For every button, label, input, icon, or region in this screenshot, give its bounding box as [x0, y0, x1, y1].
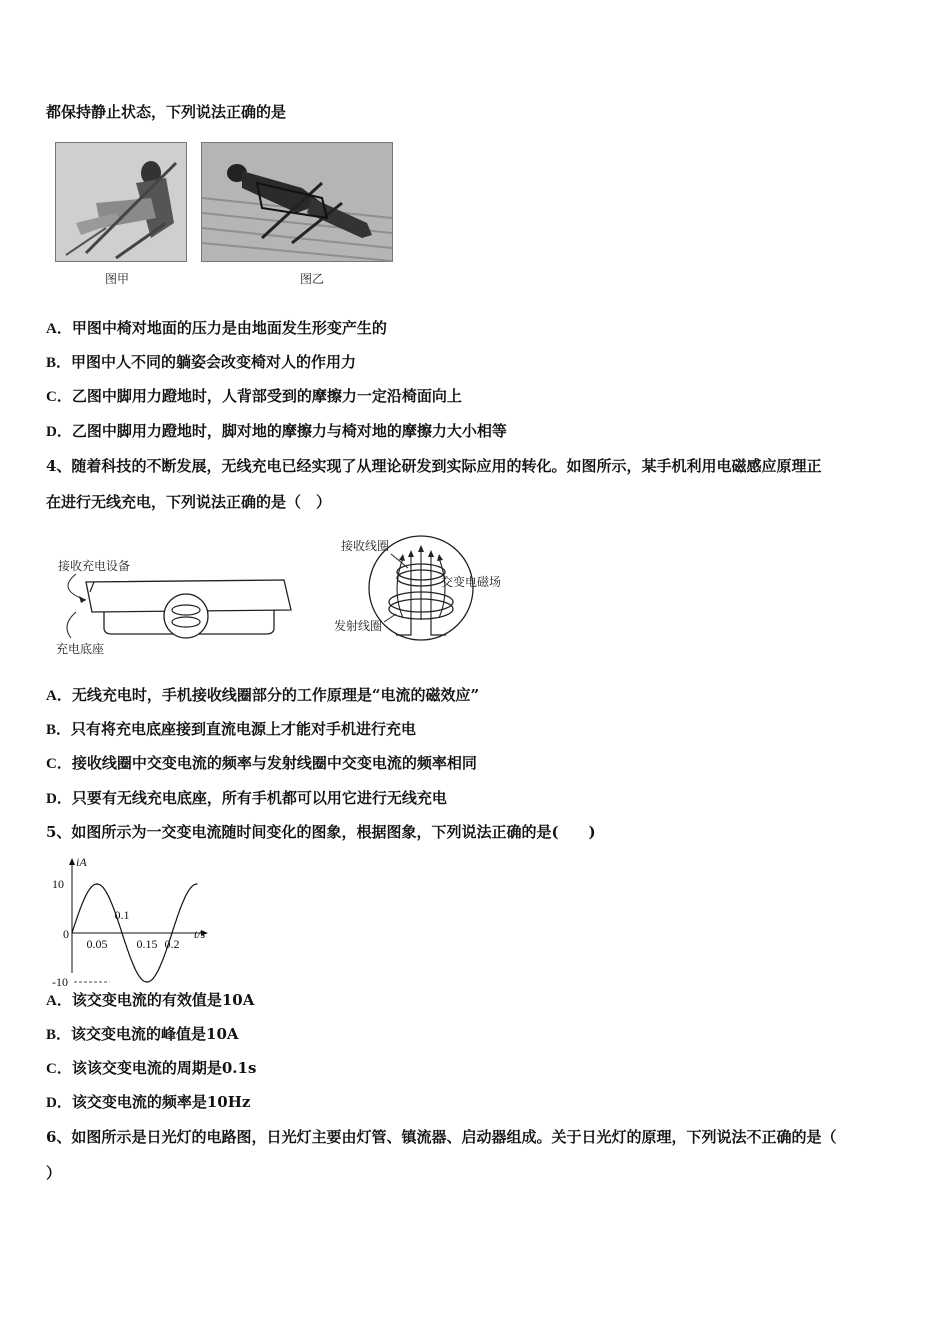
q3-option-c: C．乙图中脚用力蹬地时，人背部受到的摩擦力一定沿椅面向上 — [46, 387, 462, 405]
q5-current-chart — [44, 850, 219, 989]
xtick-0.2: 0.2 — [164, 937, 180, 951]
label-transmit-coil: 发射线圈 — [334, 619, 383, 633]
intro-text: 都保持静止状态，下列说法正确的是 — [46, 103, 287, 121]
q6-stem-line2: ） — [46, 1164, 62, 1182]
series-i-point — [171, 932, 172, 933]
photo-chair-man — [201, 142, 393, 262]
q3-option-b: B．甲图中人不同的躺姿会改变椅对人的作用力 — [46, 353, 357, 371]
series-i-point — [71, 932, 72, 933]
y-axis-label: iA — [76, 855, 87, 869]
q4-option-d: D．只要有无线充电底座，所有手机都可以用它进行无线充电 — [46, 789, 447, 807]
q4-stem-line2: 在进行无线充电，下列说法正确的是（ ） — [46, 493, 332, 511]
q3-option-d: D．乙图中脚用力蹬地时，脚对地的摩擦力与椅对地的摩擦力大小相等 — [46, 422, 507, 440]
ytick-neg10: -10 — [52, 975, 68, 989]
label-receive-coil: 接收线圈 — [341, 539, 390, 553]
label-receiver-device: 接收充电设备 — [58, 559, 131, 573]
ytick-10: 10 — [52, 877, 64, 891]
q3-figure — [55, 140, 395, 290]
series-i-point — [146, 981, 147, 982]
q4-wireless-charger-figure — [46, 530, 526, 660]
xtick-0.15: 0.15 — [136, 937, 158, 951]
series-i-point — [184, 898, 185, 899]
q4-option-a: A．无线充电时，手机接收线圈部分的工作原理是“电流的磁效应” — [46, 686, 480, 704]
ytick-0: 0 — [63, 927, 69, 941]
q5-stem: 5、如图所示为一交变电流随时间变化的图象，根据图象，下列说法正确的是( ) — [46, 823, 596, 841]
q5-option-c: C．该该交变电流的周期是0.1s — [46, 1059, 257, 1077]
series-i-point — [96, 883, 97, 884]
q6-stem-line1: 6、如图所示是日光灯的电路图，日光灯主要由灯管、镇流器、启动器组成。关于日光灯的原理，下列说法不正确的是（ — [46, 1128, 837, 1146]
series-i-point — [196, 883, 197, 884]
x-axis-label: t/s — [194, 927, 206, 941]
caption-right: 图乙 — [300, 272, 325, 286]
label-field: 交变电磁场 — [441, 575, 502, 589]
q4-option-b: B．只有将充电底座接到直流电源上才能对手机进行充电 — [46, 720, 417, 738]
series-i-point — [121, 932, 122, 933]
series-i-point — [109, 898, 110, 899]
xtick-0.05: 0.05 — [86, 937, 108, 951]
label-charging-base: 充电底座 — [56, 642, 105, 656]
series-i-point — [134, 967, 135, 968]
q5-option-d: D．该交变电流的频率是10Hz — [46, 1093, 251, 1111]
q4-stem-line1: 4、随着科技的不断发展，无线充电已经实现了从理论研发到实际应用的转化。如图所示，某手机利用电磁感应原理正 — [46, 457, 822, 475]
q5-option-b: B．该交变电流的峰值是10A — [46, 1025, 239, 1043]
q4-option-c: C．接收线圈中交变电流的频率与发射线圈中交变电流的频率相同 — [46, 754, 477, 772]
series-i-point — [159, 967, 160, 968]
q3-option-a: A．甲图中椅对地面的压力是由地面发生形变产生的 — [46, 319, 387, 337]
series-i-point — [84, 898, 85, 899]
photo-chair-woman — [55, 142, 187, 262]
q5-option-a: A．该交变电流的有效值是10A — [46, 991, 255, 1009]
caption-left: 图甲 — [105, 272, 130, 286]
xtick-0.1: 0.1 — [114, 908, 130, 922]
y-axis-arrow — [69, 858, 75, 865]
